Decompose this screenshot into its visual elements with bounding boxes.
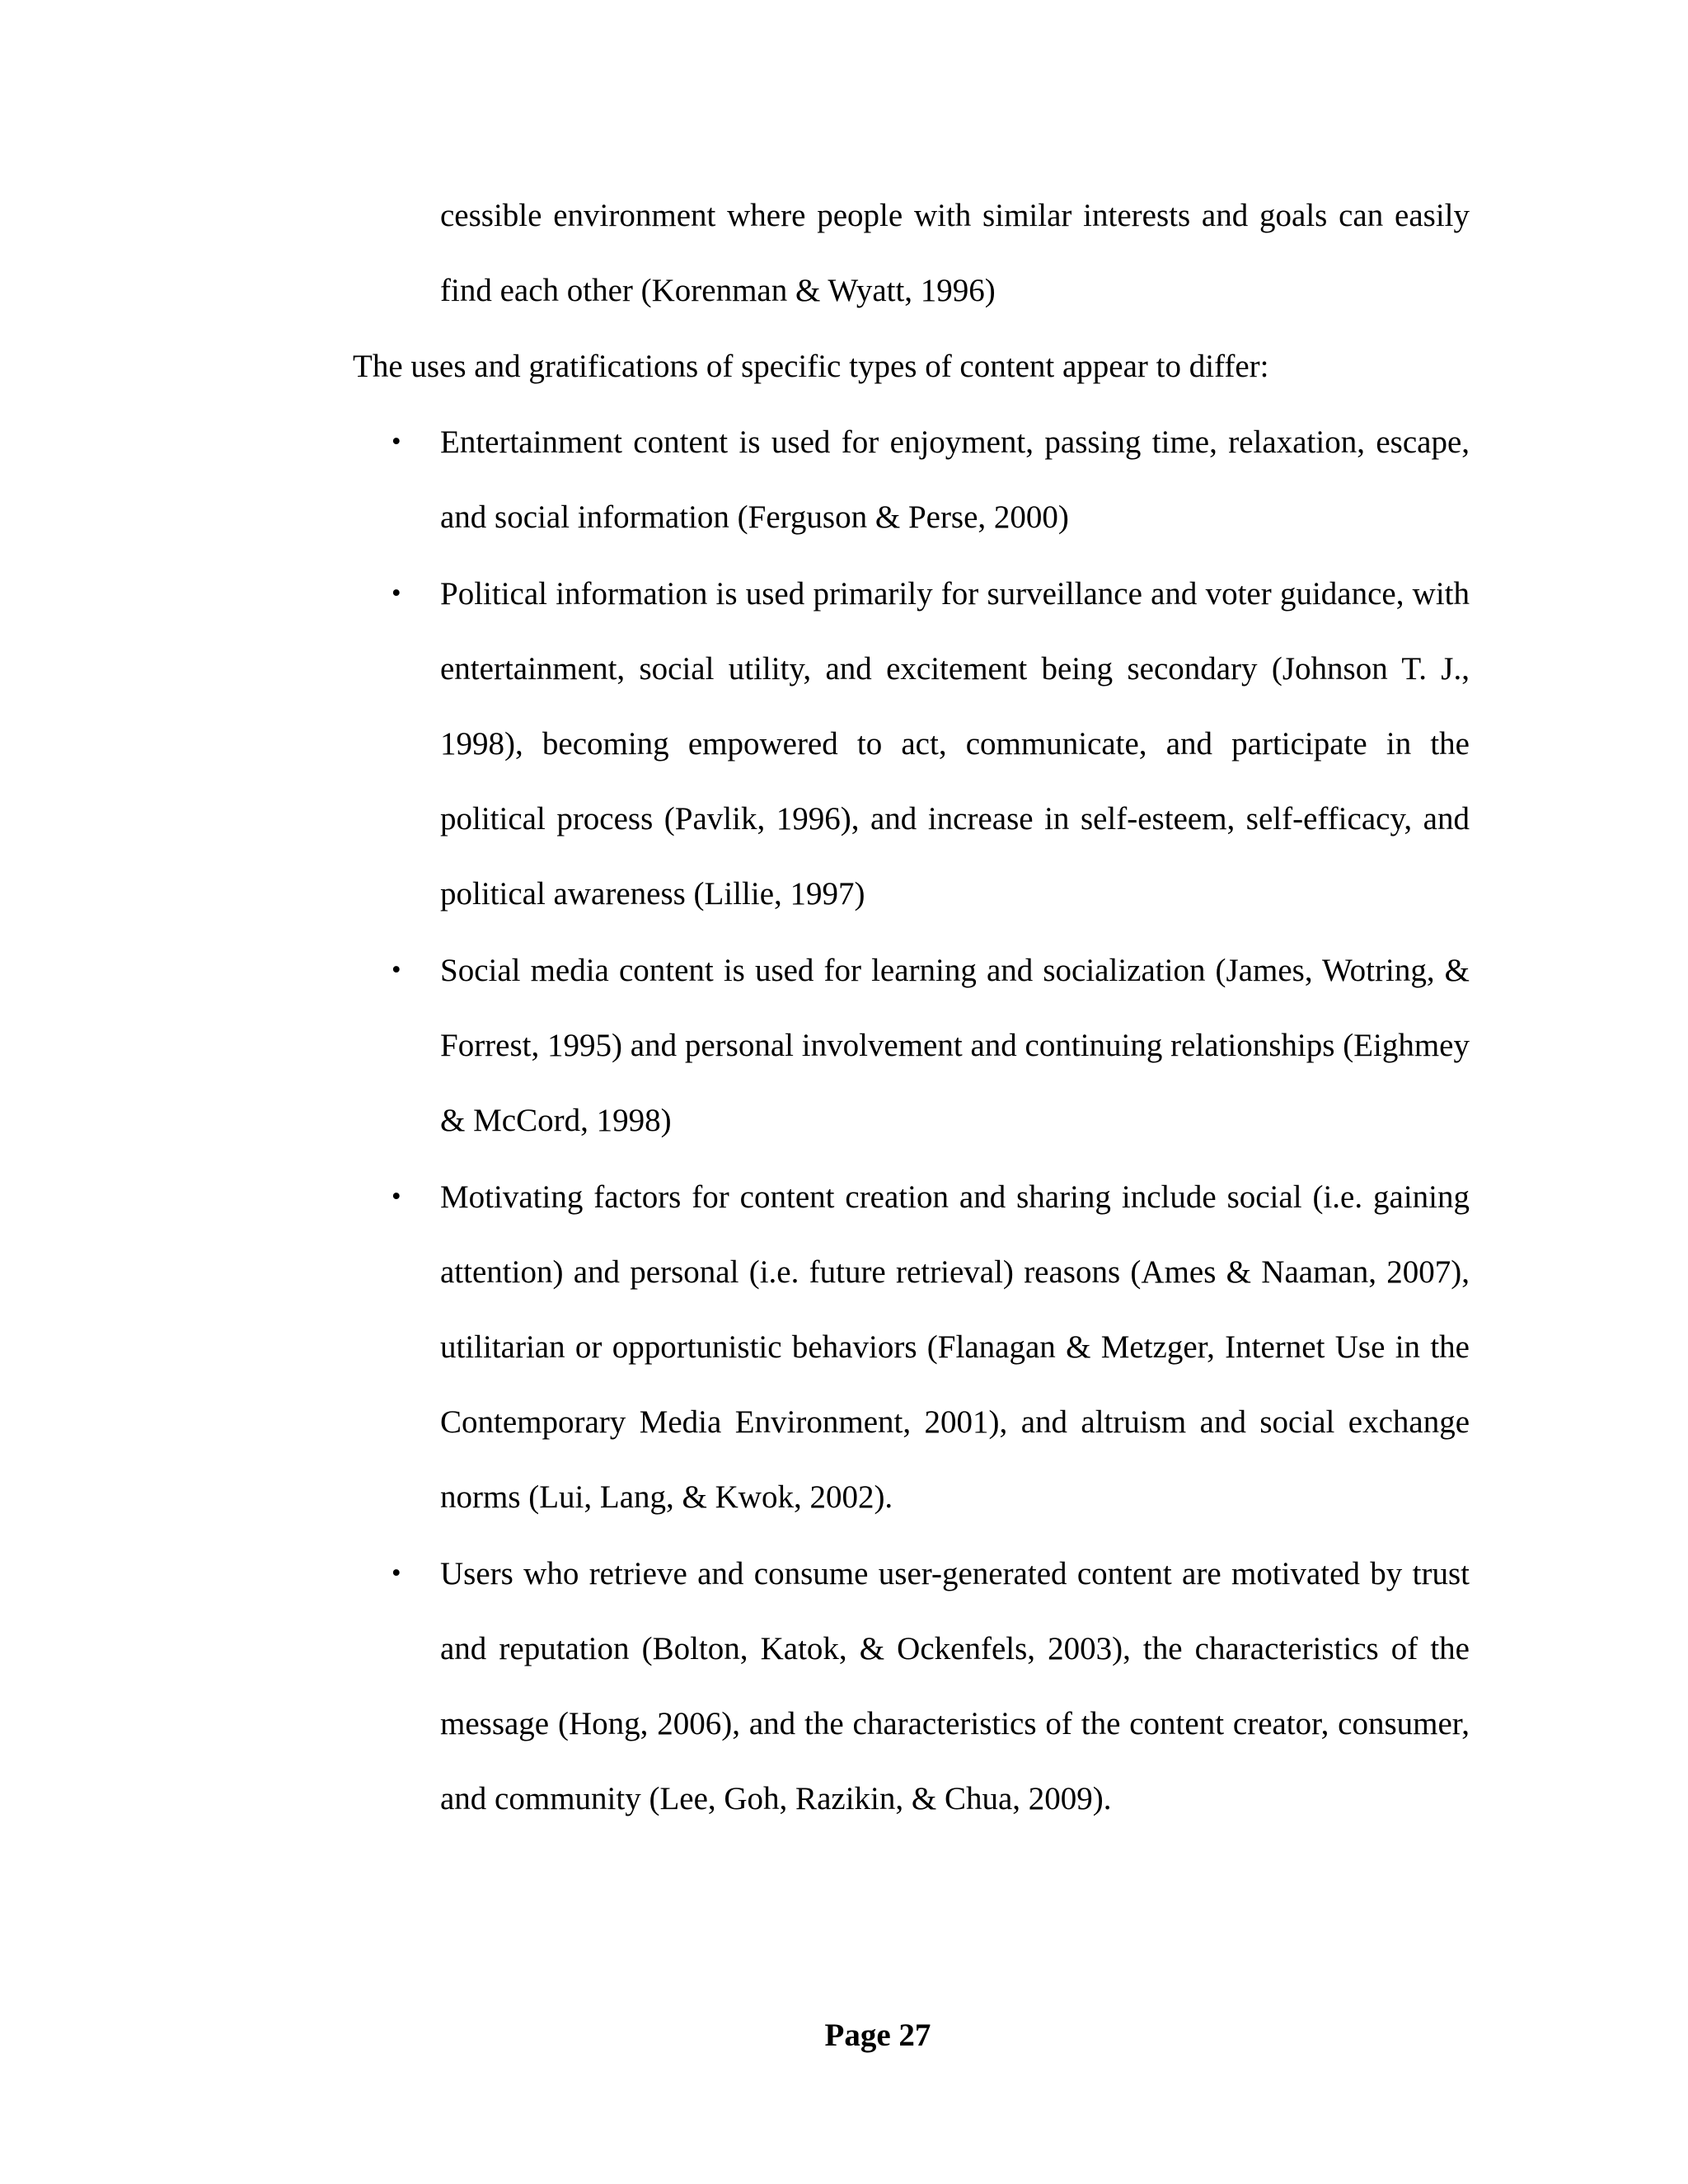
page-number: Page 27: [824, 2018, 931, 2053]
bullet-icon: •: [392, 955, 401, 985]
intro-paragraph: The uses and gratifications of specific types of content appear to differ:: [353, 349, 1269, 384]
bullet-icon: •: [392, 1182, 401, 1212]
list-item: [353, 1160, 1470, 1535]
bullet-text: Political information is used primarily for surveillance and voter guidance, with entertainment, social utility, and excitement being secondary (Johnson T. J., 1998), becoming empowered to act, communicate, and participate in the political process (Pavlik, 1996), and increase in self-esteem, self-efficacy, and political awareness (Lillie, 1997): [440, 576, 1470, 912]
continuation-paragraph: cessible environment where people with similar interests and goals can easily find each other (Korenman & Wyatt, 1996): [440, 198, 1470, 308]
bullet-text: Social media content is used for learning and socialization (James, Wotring, & Forrest, 1995) and personal involvement and continuing relationships (Eighmey & McCord, 1998): [440, 953, 1470, 1138]
bullet-icon: •: [392, 579, 401, 608]
bullet-text: Users who retrieve and consume user-generated content are motivated by trust and reputation (Bolton, Katok, & Ockenfels, 2003), the characteristics of the message (Hong, 2006), and the characteristics of the content creator, consumer, and community (Lee, Goh, Razikin, & Chua, 2009).: [440, 1556, 1470, 1816]
list-item: [353, 1536, 1470, 1836]
bullet-text: Entertainment content is used for enjoyment, passing time, relaxation, escape, and social information (Ferguson & Perse, 2000): [440, 424, 1470, 535]
bullet-text: Motivating factors for content creation and sharing include social (i.e. gaining attention) and personal (i.e. future retrieval) reasons (Ames & Naaman, 2007), utilitarian or opportunistic behaviors (Flanagan & Metzger, Internet Use in the Contemporary Media Environment, 2001), and altruism and social exchange norms (Lui, Lang, & Kwok, 2002).: [440, 1179, 1470, 1515]
bullet-list: [353, 405, 1470, 1838]
list-item: [353, 405, 1470, 555]
bullet-icon: •: [392, 1558, 401, 1588]
bullet-icon: •: [392, 427, 401, 457]
list-item: [353, 556, 1470, 931]
list-item: [353, 933, 1470, 1158]
